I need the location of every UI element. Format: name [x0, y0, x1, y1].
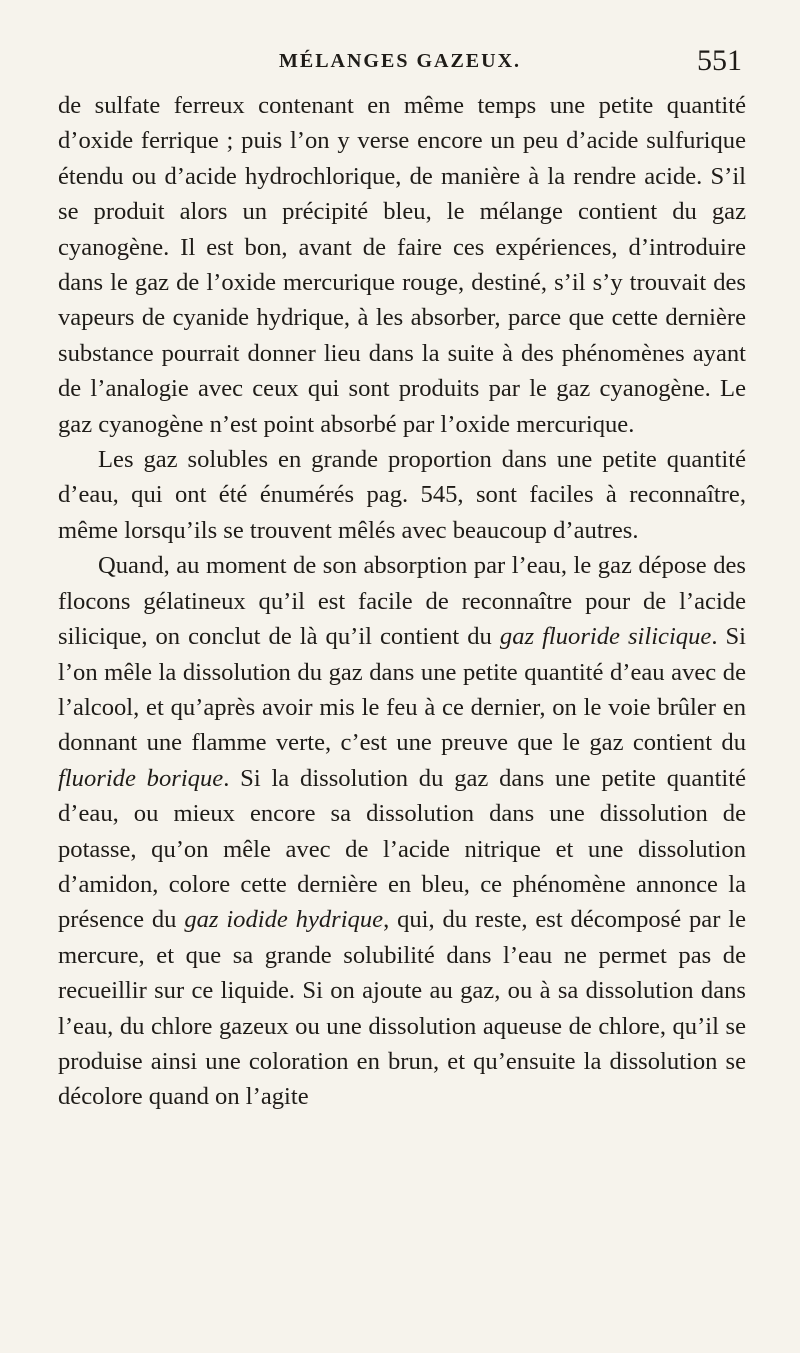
page-header [0, 44, 800, 84]
text-segment: . Si la dissolution du gaz dans une petite quantité d’eau, ou mieux encore sa dissolution dans une dissolution de potasse, qu’on mêle avec de l’acide nitrique et une dissolution d’amidon, colore cette dernière en bleu, ce phénomène annonce la présence du [58, 764, 746, 934]
page-number: 551 [697, 44, 742, 77]
running-head: MÉLANGES GAZEUX. [278, 50, 522, 72]
text-segment: de sulfate ferreux contenant en même temps une petite quantité d’oxide ferrique ; puis l’on y verse encore un peu d’acide sulfurique étendu ou d’acide hydrochlorique, de manière à la rendre acide. S’il se produit alors un précipité bleu, le mélange contient du gaz cyanogène. Il est bon, avant de faire ces expériences, d’introduire dans le gaz de l’oxide mercurique rouge, destiné, s’il s’y trouvait des vapeurs de cyanide hydrique, à les absorber, parce que cette dernière substance pourrait donner lieu dans la suite à des phénomènes ayant de l’analogie avec ceux qui sont produits par le gaz cyanogène. Le gaz cyanogène n’est point absorbé par l’oxide mercurique. [58, 92, 746, 438]
italic-term: gaz fluoride silicique [499, 623, 712, 651]
body-text [58, 88, 746, 1115]
text-segment: , qui, du reste, est décomposé par le mercure, et que sa grande solubilité dans l’eau ne permet pas de recueillir sur ce liquide. Si on ajoute au gaz, ou à sa dissolution dans l’eau, du chlore gazeux ou une dissolution aqueuse de chlore, qu’il se produise ainsi une coloration en brun, et qu’ensuite la dissolution se décolore quand on l’agite [58, 906, 746, 1111]
italic-term: gaz iodide hydrique [184, 906, 384, 934]
paragraph [58, 548, 746, 1115]
paragraph [58, 442, 746, 548]
italic-term: fluoride borique [58, 764, 224, 792]
text-segment: Les gaz solubles en grande proportion dans une petite quantité d’eau, qui ont été énumérés pag. 545, sont faciles à reconnaître, même lorsqu’ils se trouvent mêlés avec beaucoup d’autres. [58, 446, 746, 544]
paragraph [58, 88, 746, 442]
text-segment: Quand, au moment de son absorption par l’eau, le gaz dépose des flocons gélatineux qu’il est facile de reconnaître pour de l’acide silicique, on conclut de là qu’il contient du [58, 552, 746, 651]
text-segment: . Si l’on mêle la dissolution du gaz dans une petite quantité d’eau avec de l’alcool, et qu’après avoir mis le feu à ce dernier, on le voie brûler en donnant une flamme verte, c’est une preuve que le gaz contient du [58, 623, 746, 757]
